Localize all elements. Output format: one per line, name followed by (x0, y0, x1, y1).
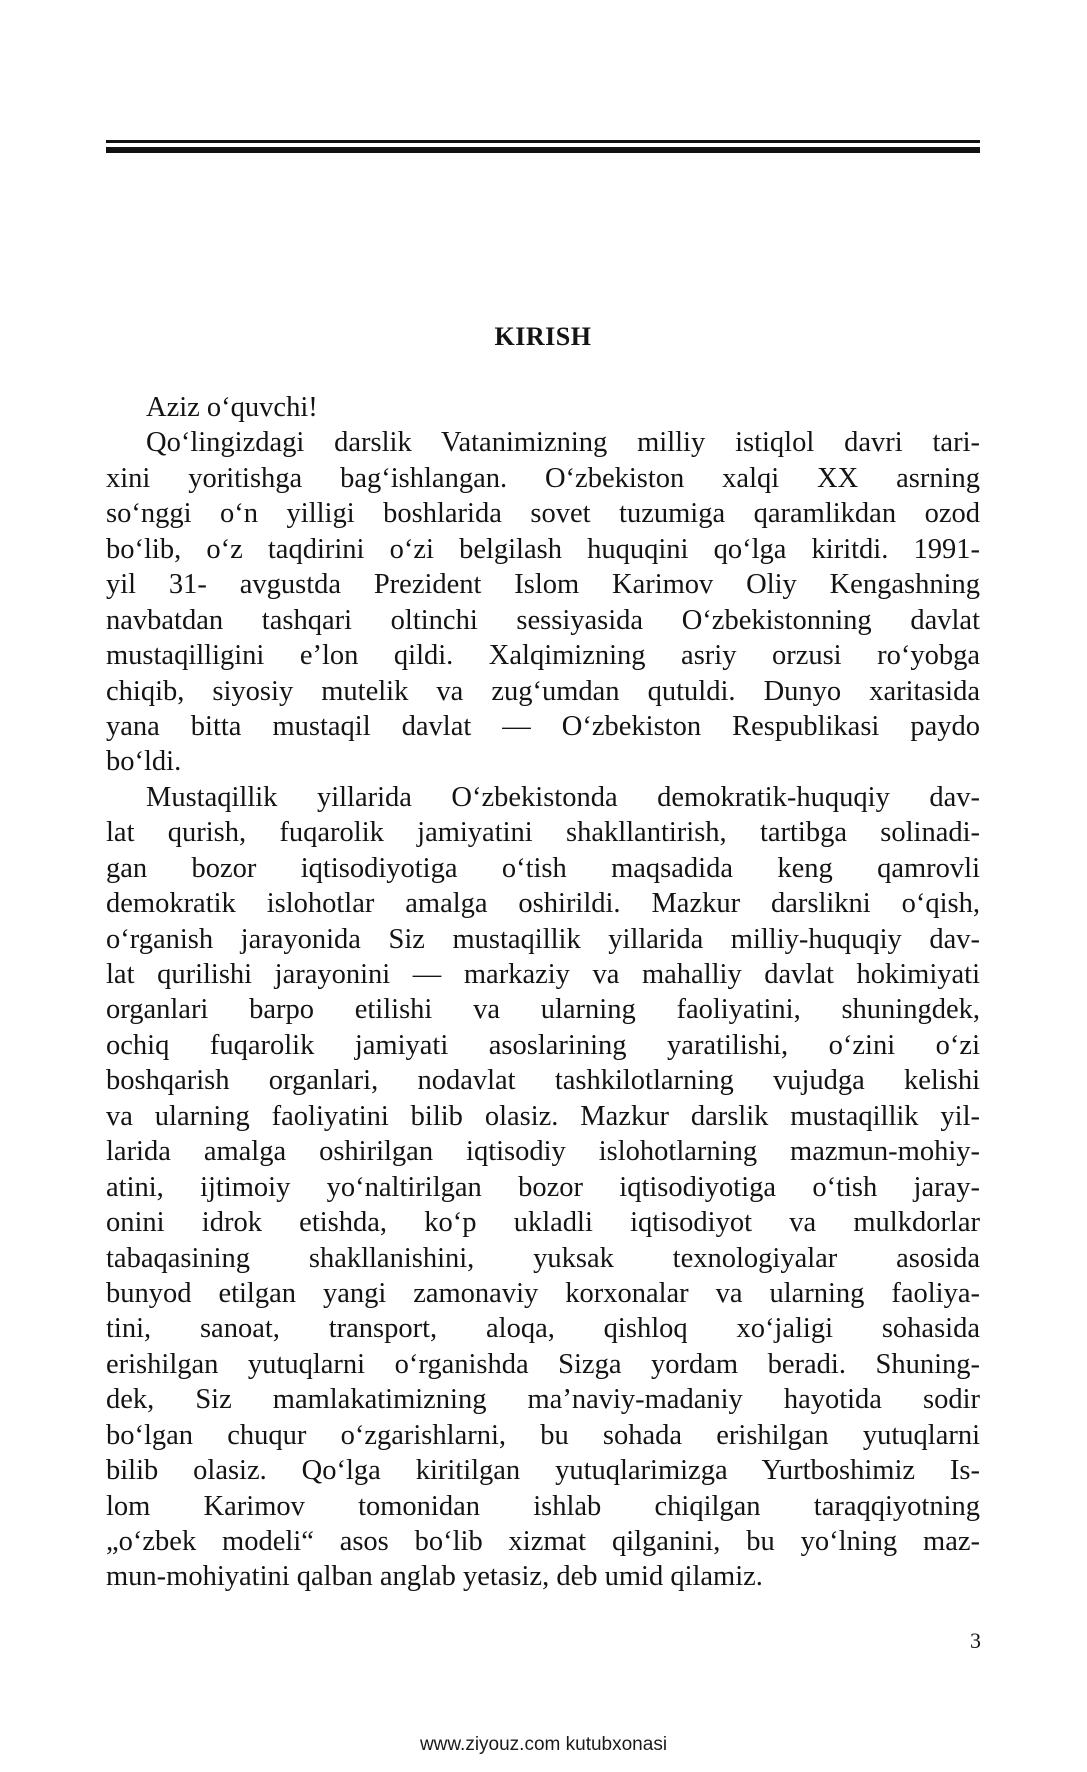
text-line: bilib olasiz. Qo‘lga kiritilgan yutuqlarimizga Yurtboshimiz Is- (106, 1455, 980, 1487)
text-line: navbatdan tashqari oltinchi sessiyasida O‘zbekistonning davlat (106, 604, 980, 636)
text-line: bunyod etilgan yangi zamonaviy korxonalar va ularning faoliya- (106, 1277, 980, 1309)
text-line: Mustaqillik yillarida O‘zbekistonda demokratik-huquqiy dav- (146, 781, 980, 813)
text-line: lat qurish, fuqarolik jamiyatini shakllantirish, tartibga solinadi- (106, 817, 980, 849)
text-line: yana bitta mustaqil davlat — O‘zbekiston Respublikasi paydo (106, 710, 980, 742)
text-line: demokratik islohotlar amalga oshirildi. Mazkur darslikni o‘qish, (106, 888, 980, 920)
text-line: Qo‘lingizdagi darslik Vatanimizning milliy istiqlol davri tari- (146, 427, 980, 459)
text-line: Aziz o‘quvchi! (146, 392, 318, 423)
text-line: mun-mohiyatini qalban anglab yetasiz, deb umid qilamiz. (106, 1561, 763, 1593)
text-line: erishilgan yutuqlarni o‘rganishda Sizga yordam beradi. Shuning- (106, 1348, 980, 1380)
text-line: onini idrok etishda, ko‘p ukladli iqtisodiyot va mulkdorlar (106, 1207, 980, 1239)
footer-watermark: www.ziyouz.com kutubxonasi (419, 1734, 668, 1755)
text-line: bo‘lgan chuqur o‘zgarishlarni, bu sohada erishilgan yutuqlarni (106, 1419, 980, 1451)
text-line: xini yoritishga bag‘ishlangan. O‘zbekiston xalqi XX asrning (106, 462, 980, 494)
header-rule-thin (106, 140, 980, 143)
text-line: bo‘lib, o‘z taqdirini o‘zi belgilash huquqini qo‘lga kiritdi. 1991- (106, 533, 980, 565)
text-line: gan bozor iqtisodiyotiga o‘tish maqsadida keng qamrovli (106, 852, 980, 884)
text-line: chiqib, siyosiy mutelik va zug‘umdan qutuldi. Dunyo xaritasida (106, 675, 980, 707)
text-line: o‘rganish jarayonida Siz mustaqillik yillarida milliy-huquqiy dav- (106, 923, 980, 955)
text-line: dek, Siz mamlakatimizning ma’naviy-madaniy hayotida sodir (106, 1384, 980, 1416)
text-line: tini, sanoat, transport, aloqa, qishloq xo‘jaligi sohasida (106, 1313, 980, 1345)
text-line: atini, ijtimoiy yo‘naltirilgan bozor iqtisodiyotiga o‘tish jaray- (106, 1171, 980, 1203)
text-line: organlari barpo etilishi va ularning faoliyatini, shuningdek, (106, 994, 980, 1026)
text-line: „o‘zbek modeli“ asos bo‘lib xizmat qilganini, bu yo‘lning maz- (106, 1526, 980, 1557)
text-line: yil 31- avgustda Prezident Islom Karimov Oliy Kengashning (106, 569, 980, 601)
text-line: boshqarish organlari, nodavlat tashkilotlarning vujudga kelishi (106, 1065, 980, 1097)
text-line: va ularning faoliyatini bilib olasiz. Mazkur darslik mustaqillik yil- (106, 1100, 980, 1132)
chapter-title: KIRISH (494, 322, 592, 351)
text-line: ochiq fuqarolik jamiyati asoslarining yaratilishi, o‘zini o‘zi (106, 1029, 980, 1061)
text-line: mustaqilligini e’lon qildi. Xalqimizning asriy orzusi ro‘yobga (106, 640, 980, 672)
text-line: lat qurilishi jarayonini — markaziy va mahalliy davlat hokimiyati (106, 959, 980, 990)
text-line: larida amalga oshirilgan iqtisodiy islohotlarning mazmun-mohiy- (106, 1136, 980, 1168)
body-text (106, 390, 980, 1595)
text-line: lom Karimov tomonidan ishlab chiqilgan taraqqiyotning (106, 1490, 980, 1522)
header-rule-thick (106, 147, 980, 153)
text-line: bo‘ldi. (106, 746, 182, 778)
page-number: 3 (970, 1628, 981, 1653)
text-line: tabaqasining shakllanishini, yuksak texnologiyalar asosida (106, 1242, 980, 1274)
text-line: so‘nggi o‘n yilligi boshlarida sovet tuzumiga qaramlikdan ozod (106, 498, 980, 530)
